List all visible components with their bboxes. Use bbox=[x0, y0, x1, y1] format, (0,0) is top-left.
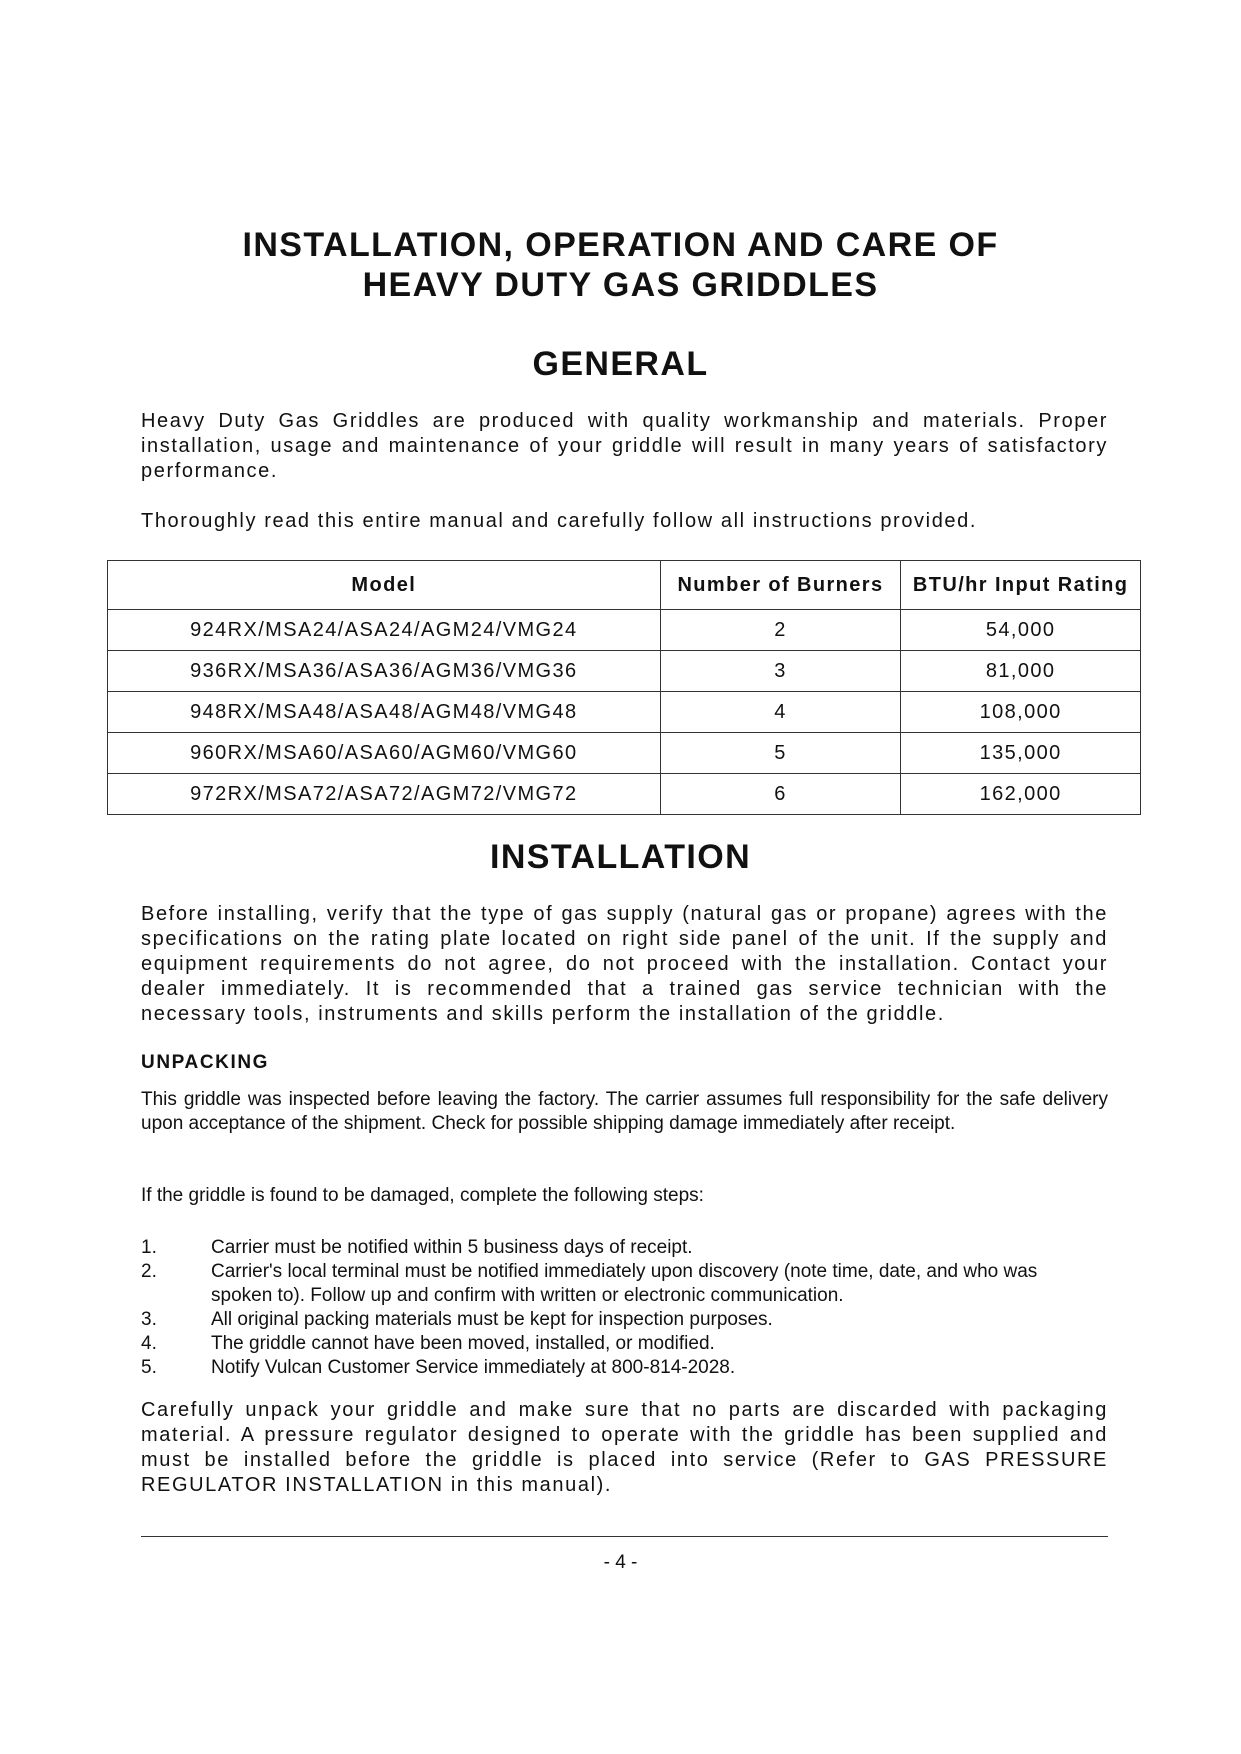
btu-cell: 54,000 bbox=[901, 610, 1141, 651]
unpacking-paragraph-3: Carefully unpack your griddle and make sure that no parts are discarded with packaging material. A pressure regulator designed to operate with the griddle has been supplied and must be installed before the griddle is placed into service (Refer to GAS PRESSURE REGULATOR INSTALLATION in this manual). bbox=[141, 1399, 1108, 1496]
page-number: - 4 - bbox=[603, 1552, 638, 1573]
header-model: Model bbox=[108, 561, 661, 610]
general-paragraph-1: Heavy Duty Gas Griddles are produced with quality workmanship and materials. Proper installation, usage and maintenance of your griddle will result in many years of satisfactory performance. bbox=[141, 410, 1108, 482]
title-line-1: INSTALLATION, OPERATION AND CARE OF bbox=[242, 226, 999, 264]
step-text: Carrier must be notified within 5 business days of receipt. bbox=[211, 1237, 693, 1258]
unpacking-paragraph-1: This griddle was inspected before leaving the factory. The carrier assumes full responsibility for the safe delivery upon acceptance of the shipment. Check for possible shipping damage immediately after receipt. bbox=[141, 1089, 1108, 1134]
list-item bbox=[141, 1356, 1101, 1380]
model-cell: 936RX/MSA36/ASA36/AGM36/VMG36 bbox=[108, 651, 661, 692]
step-number: 4. bbox=[141, 1333, 157, 1354]
table-row bbox=[108, 610, 1141, 651]
installation-heading: INSTALLATION bbox=[489, 838, 752, 876]
step-number: 5. bbox=[141, 1357, 157, 1378]
table-header-row bbox=[108, 561, 1141, 610]
step-text: All original packing materials must be kept for inspection purposes. bbox=[211, 1309, 773, 1330]
header-burners: Number of Burners bbox=[660, 561, 901, 610]
table-row bbox=[108, 774, 1141, 815]
btu-cell: 162,000 bbox=[901, 774, 1141, 815]
btu-cell: 135,000 bbox=[901, 733, 1141, 774]
btu-cell: 108,000 bbox=[901, 692, 1141, 733]
step-number: 1. bbox=[141, 1237, 157, 1258]
document-title bbox=[0, 225, 1241, 305]
step-number: 3. bbox=[141, 1309, 157, 1330]
burners-cell: 5 bbox=[660, 733, 901, 774]
list-item bbox=[141, 1332, 1101, 1356]
title-line-2: HEAVY DUTY GAS GRIDDLES bbox=[362, 266, 879, 304]
installation-paragraph: Before installing, verify that the type of gas supply (natural gas or propane) agrees with the specifications on the rating plate located on right side panel of the unit. If the supply and equipment requirements do not agree, do not proceed with the installation. Contact your dealer immediately. It is recommended that a trained gas service technician with the necessary tools, instruments and skills perform the installation of the griddle. bbox=[141, 903, 1108, 1025]
list-item bbox=[141, 1308, 1101, 1332]
general-heading: GENERAL bbox=[532, 345, 709, 383]
model-cell: 960RX/MSA60/ASA60/AGM60/VMG60 bbox=[108, 733, 661, 774]
list-item bbox=[141, 1236, 1101, 1260]
model-cell: 924RX/MSA24/ASA24/AGM24/VMG24 bbox=[108, 610, 661, 651]
model-table bbox=[107, 560, 1141, 815]
table-row bbox=[108, 692, 1141, 733]
model-cell: 972RX/MSA72/ASA72/AGM72/VMG72 bbox=[108, 774, 661, 815]
unpacking-heading: UNPACKING bbox=[141, 1052, 270, 1073]
btu-cell: 81,000 bbox=[901, 651, 1141, 692]
step-number: 2. bbox=[141, 1261, 157, 1282]
general-paragraph-2: Thoroughly read this entire manual and carefully follow all instructions provided. bbox=[141, 510, 978, 532]
step-text: The griddle cannot have been moved, installed, or modified. bbox=[211, 1333, 715, 1354]
burners-cell: 4 bbox=[660, 692, 901, 733]
header-btu-rating: BTU/hr Input Rating bbox=[901, 561, 1141, 610]
step-text: Carrier's local terminal must be notified immediately upon discovery (note time, date, and who was spoken to). Follow up and confirm with written or electronic communication. bbox=[211, 1261, 1038, 1306]
unpacking-paragraph-2: If the griddle is found to be damaged, complete the following steps: bbox=[141, 1185, 704, 1206]
burners-cell: 2 bbox=[660, 610, 901, 651]
damage-steps-list bbox=[141, 1236, 1101, 1380]
model-cell: 948RX/MSA48/ASA48/AGM48/VMG48 bbox=[108, 692, 661, 733]
burners-cell: 3 bbox=[660, 651, 901, 692]
table-row bbox=[108, 733, 1141, 774]
table-row bbox=[108, 651, 1141, 692]
step-text: Notify Vulcan Customer Service immediately at 800-814-2028. bbox=[211, 1357, 736, 1378]
footer-divider bbox=[141, 1536, 1108, 1537]
list-item bbox=[141, 1260, 1101, 1308]
burners-cell: 6 bbox=[660, 774, 901, 815]
